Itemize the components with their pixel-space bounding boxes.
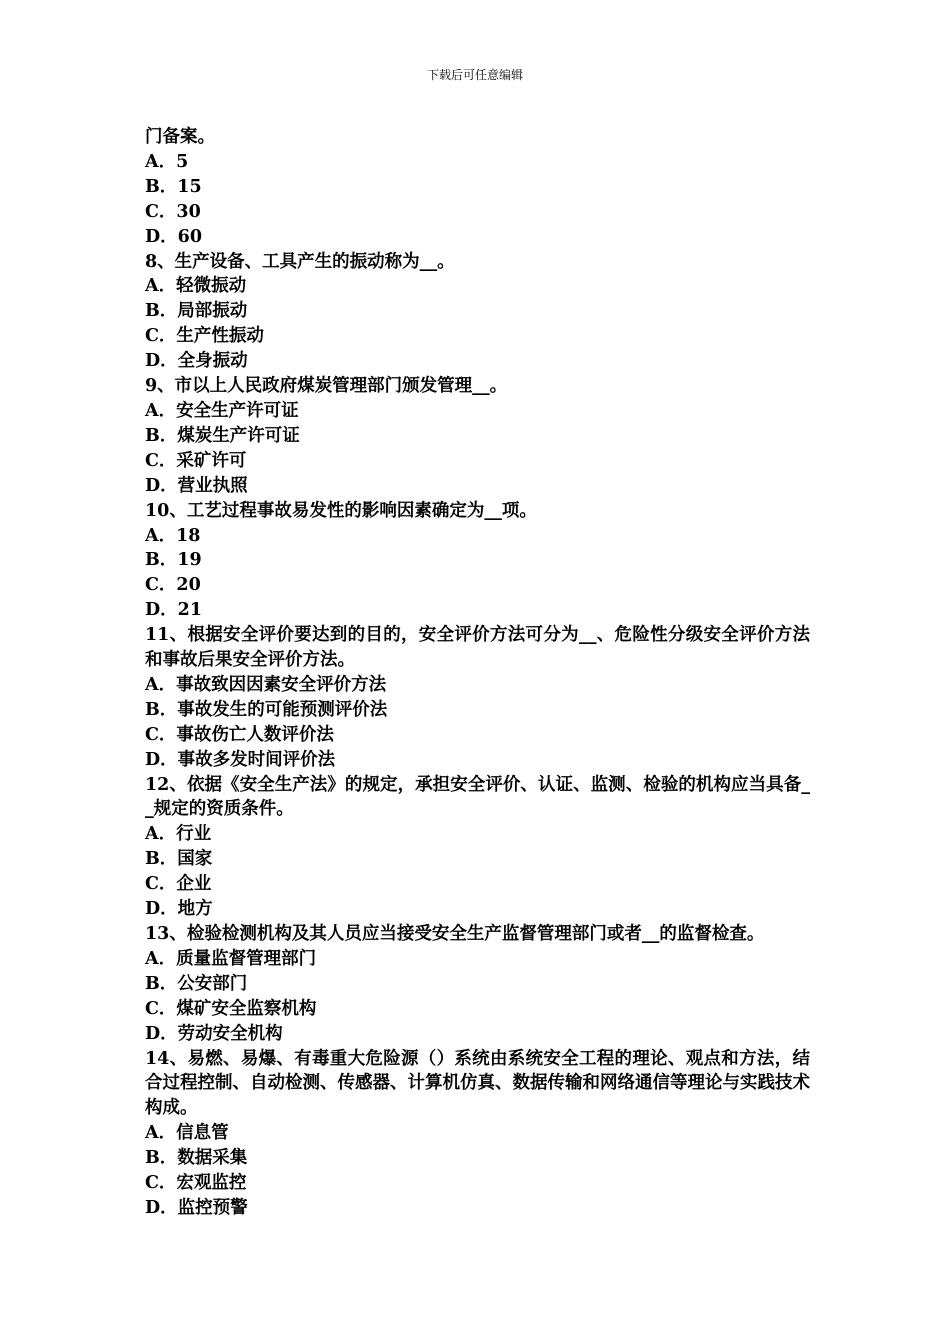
option: A．安全生产许可证 <box>145 400 299 421</box>
question-11 <box>145 623 810 772</box>
option: C．煤矿安全监察机构 <box>145 998 317 1019</box>
question-stem: 13、检验检测机构及其人员应当接受安全生产监督管理部门或者__的监督检查。 <box>145 924 765 944</box>
option: A．行业 <box>145 824 212 845</box>
option: A．5 <box>145 151 189 172</box>
question-8 <box>145 250 810 375</box>
option: A．质量监督管理部门 <box>145 948 317 969</box>
option: C．20 <box>145 575 201 596</box>
option: C．生产性振动 <box>145 326 264 347</box>
option: A．轻微振动 <box>145 276 247 297</box>
option: C．宏观监控 <box>145 1173 247 1194</box>
option: A．信息管 <box>145 1123 229 1144</box>
option: D．劳动安全机构 <box>145 1023 283 1044</box>
question-14 <box>145 1047 810 1221</box>
lead-text: 门备案。 <box>145 127 215 147</box>
option: C．事故伤亡人数评价法 <box>145 724 334 745</box>
option: D．事故多发时间评价法 <box>145 749 336 770</box>
option: D．地方 <box>145 899 213 920</box>
option: C．30 <box>145 201 201 222</box>
option: B．15 <box>145 176 202 197</box>
option: D．营业执照 <box>145 475 248 496</box>
question-stem: 14、易燃、易爆、有毒重大危险源（）系统由系统安全工程的理论、观点和方法，结合过程控制、自动检测、传感器、计算机仿真、数据传输和网络通信等理论与实践技术构成。 <box>145 1048 810 1119</box>
question-stem: 9、市以上人民政府煤炭管理部门颁发管理__。 <box>145 376 508 397</box>
option: B．数据采集 <box>145 1148 248 1169</box>
option: C．采矿许可 <box>145 450 247 471</box>
option: D．21 <box>145 600 203 621</box>
option: B．局部振动 <box>145 301 248 322</box>
question-12 <box>145 773 810 922</box>
page-header: 下载后可任意编辑 <box>426 68 523 82</box>
option: D．全身振动 <box>145 351 248 372</box>
option: B．煤炭生产许可证 <box>145 425 300 446</box>
document-body <box>145 125 810 1221</box>
question-stem: 11、根据安全评价要达到的目的，安全评价方法可分为__、危险性分级安全评价方法和事故后果安全评价方法。 <box>145 625 810 671</box>
option: B．国家 <box>145 849 213 870</box>
option: C．企业 <box>145 874 212 895</box>
question-9 <box>145 374 810 499</box>
option: B．19 <box>145 550 202 571</box>
option: D．监控预警 <box>145 1197 248 1218</box>
option: B．公安部门 <box>145 973 248 994</box>
question-stem: 12、依据《安全生产法》的规定，承担安全评价、认证、监测、检验的机构应当具备__规定的资质条件。 <box>145 774 810 820</box>
option: A．18 <box>145 525 201 546</box>
option: A．事故致因因素安全评价方法 <box>145 674 387 695</box>
option: D．60 <box>145 226 203 247</box>
option: B．事故发生的可能预测评价法 <box>145 699 388 720</box>
question-10 <box>145 499 810 624</box>
question-stem: 10、工艺过程事故易发性的影响因素确定为__项。 <box>145 500 537 521</box>
question-stem: 8、生产设备、工具产生的振动称为__。 <box>145 251 455 272</box>
question-13 <box>145 922 810 1047</box>
